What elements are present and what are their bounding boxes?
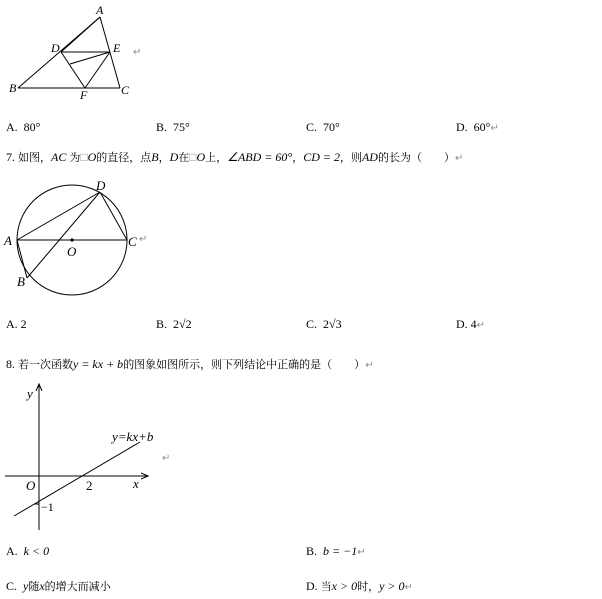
label-A: A (4, 233, 12, 248)
q7-stem: 7. 如图，AC 为□O的直径，点B，D在□O上，∠ABD = 60°，CD = 2，则AD的长为（ ）↵ (6, 150, 464, 164)
line-label: y=kx+b (112, 429, 154, 444)
return-mark: ↵ (133, 47, 142, 58)
label-D: D (96, 178, 106, 193)
q6-option-d[interactable]: D. 60°↵ (456, 120, 499, 134)
q8-option-d[interactable]: D. 当x > 0时，y > 0↵ (306, 579, 413, 593)
x-axis-label: x (133, 476, 139, 491)
q7-option-b[interactable]: B. 2√2 (156, 317, 192, 331)
q8-option-b[interactable]: B. b = −1↵ (306, 544, 366, 558)
label-C: C (128, 234, 137, 249)
q6-option-c[interactable]: C. 70° (306, 120, 340, 134)
q8-option-a[interactable]: A. k < 0 (6, 544, 50, 558)
y-tick-label: −1 (41, 500, 54, 514)
label-B: B (17, 274, 25, 289)
return-mark: ↵ (139, 234, 148, 245)
return-mark: ↵ (162, 453, 171, 464)
q7-option-d[interactable]: D. 4↵ (456, 317, 486, 331)
q7-option-a[interactable]: A. 2 (6, 317, 27, 331)
q6-option-a[interactable]: A. 80° (6, 120, 41, 134)
circle-figure (0, 174, 160, 296)
q8-stem: 8. 若一次函数y = kx + b的图象如图所示，则下列结论中正确的是（ ）↵ (6, 357, 374, 371)
q6-option-b[interactable]: B. 75° (156, 120, 190, 134)
q8-option-c[interactable]: C. y随x的增大而减小 (6, 579, 111, 593)
x-tick-label: 2 (86, 478, 93, 493)
label-C: C (121, 83, 130, 97)
y-axis-label: y (27, 386, 33, 401)
origin-label: O (26, 478, 36, 493)
label-B: B (9, 81, 17, 95)
label-A: A (96, 3, 104, 17)
label-O: O (67, 244, 77, 259)
label-E: E (113, 41, 121, 55)
triangle-figure (0, 0, 150, 100)
label-F: F (80, 88, 88, 100)
label-D: D (51, 41, 60, 55)
q7-option-c[interactable]: C. 2√3 (306, 317, 342, 331)
